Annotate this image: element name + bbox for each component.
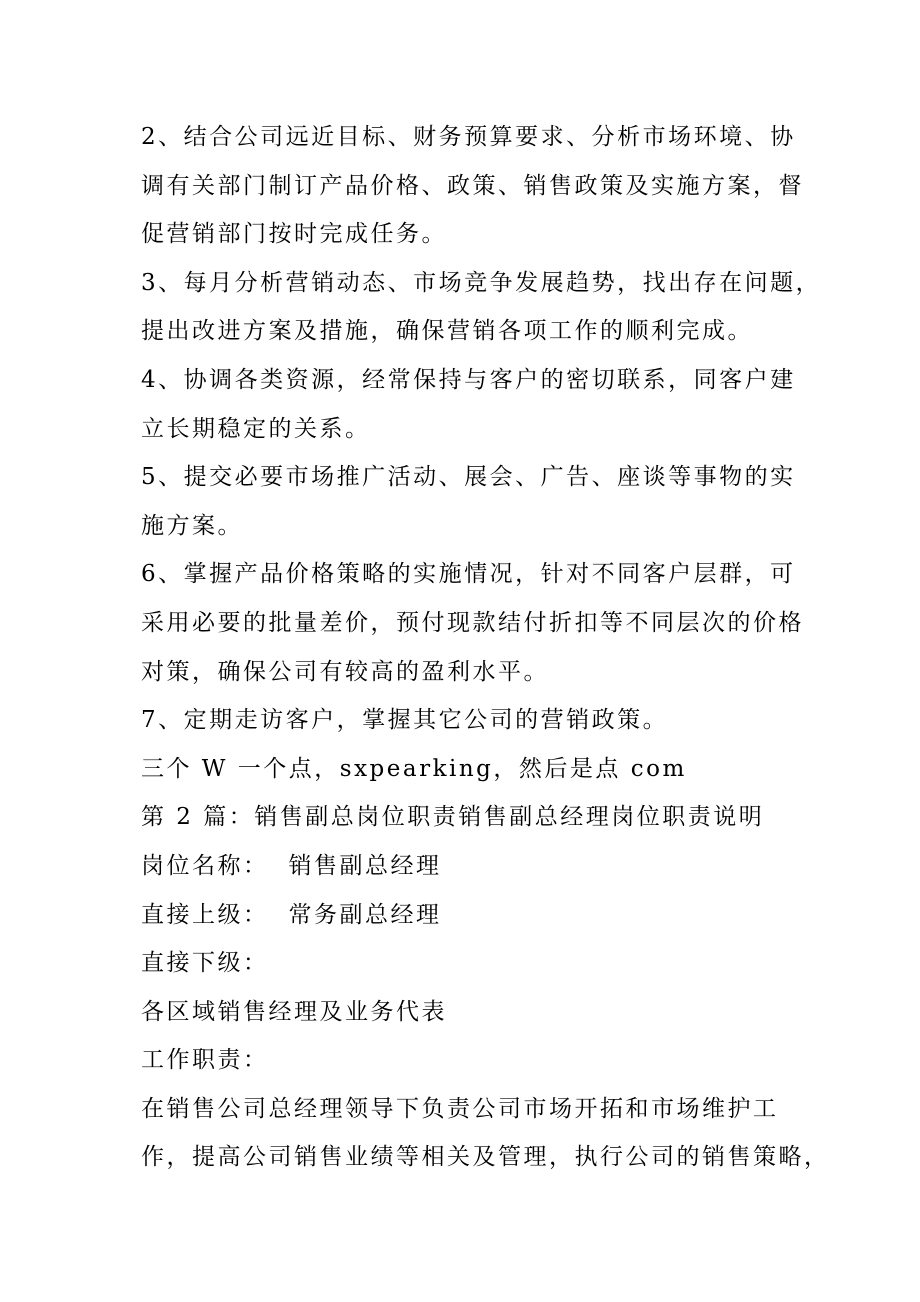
text-line: 6、掌握产品价格策略的实施情况，针对不同客户层群，可 <box>141 561 796 588</box>
superior-label: 直接上级： <box>141 901 269 928</box>
text-line: 调有关部门制订产品价格、政策、销售政策及实施方案，督 <box>141 172 804 199</box>
position-label: 岗位名称： <box>141 852 269 879</box>
subordinate-label: 直接下级： <box>141 950 269 977</box>
text-line: 施方案。 <box>141 512 243 539</box>
text-line: 4、协调各类资源，经常保持与客户的密切联系，同客户建 <box>141 366 796 393</box>
text-line: 三个 W 一个点，sxpearking，然后是点 com <box>141 755 687 782</box>
duties-text-line: 作，提高公司销售业绩等相关及管理，执行公司的销售策略， <box>141 1144 830 1171</box>
section-heading: 第 2 篇：销售副总岗位职责销售副总经理岗位职责说明 <box>141 804 765 831</box>
superior-value: 常务副总经理 <box>288 901 442 928</box>
text-line: 5、提交必要市场推广活动、展会、广告、座谈等事物的实 <box>141 464 796 491</box>
text-line: 2、结合公司远近目标、财务预算要求、分析市场环境、协 <box>141 124 796 150</box>
subordinate-value: 各区域销售经理及业务代表 <box>141 998 447 1025</box>
text-line: 3、每月分析营销动态、市场竞争发展趋势，找出存在问题， <box>141 269 822 296</box>
text-line: 7、定期走访客户，掌握其它公司的营销政策。 <box>141 707 669 734</box>
duties-label: 工作职责： <box>141 1047 269 1074</box>
duties-text-line: 在销售公司总经理领导下负责公司市场开拓和市场维护工 <box>141 1095 779 1122</box>
text-line: 提出改进方案及措施，确保营销各项工作的顺利完成。 <box>141 318 753 345</box>
position-value: 销售副总经理 <box>288 852 442 879</box>
text-line: 对策，确保公司有较高的盈利水平。 <box>141 658 549 685</box>
superior-row <box>141 891 801 940</box>
text-line: 立长期稳定的关系。 <box>141 415 371 442</box>
position-row <box>141 842 801 891</box>
text-line: 采用必要的批量差价，预付现款结付折扣等不同层次的价格 <box>141 609 804 636</box>
document-body <box>141 113 830 1182</box>
text-line: 促营销部门按时完成任务。 <box>141 221 447 248</box>
